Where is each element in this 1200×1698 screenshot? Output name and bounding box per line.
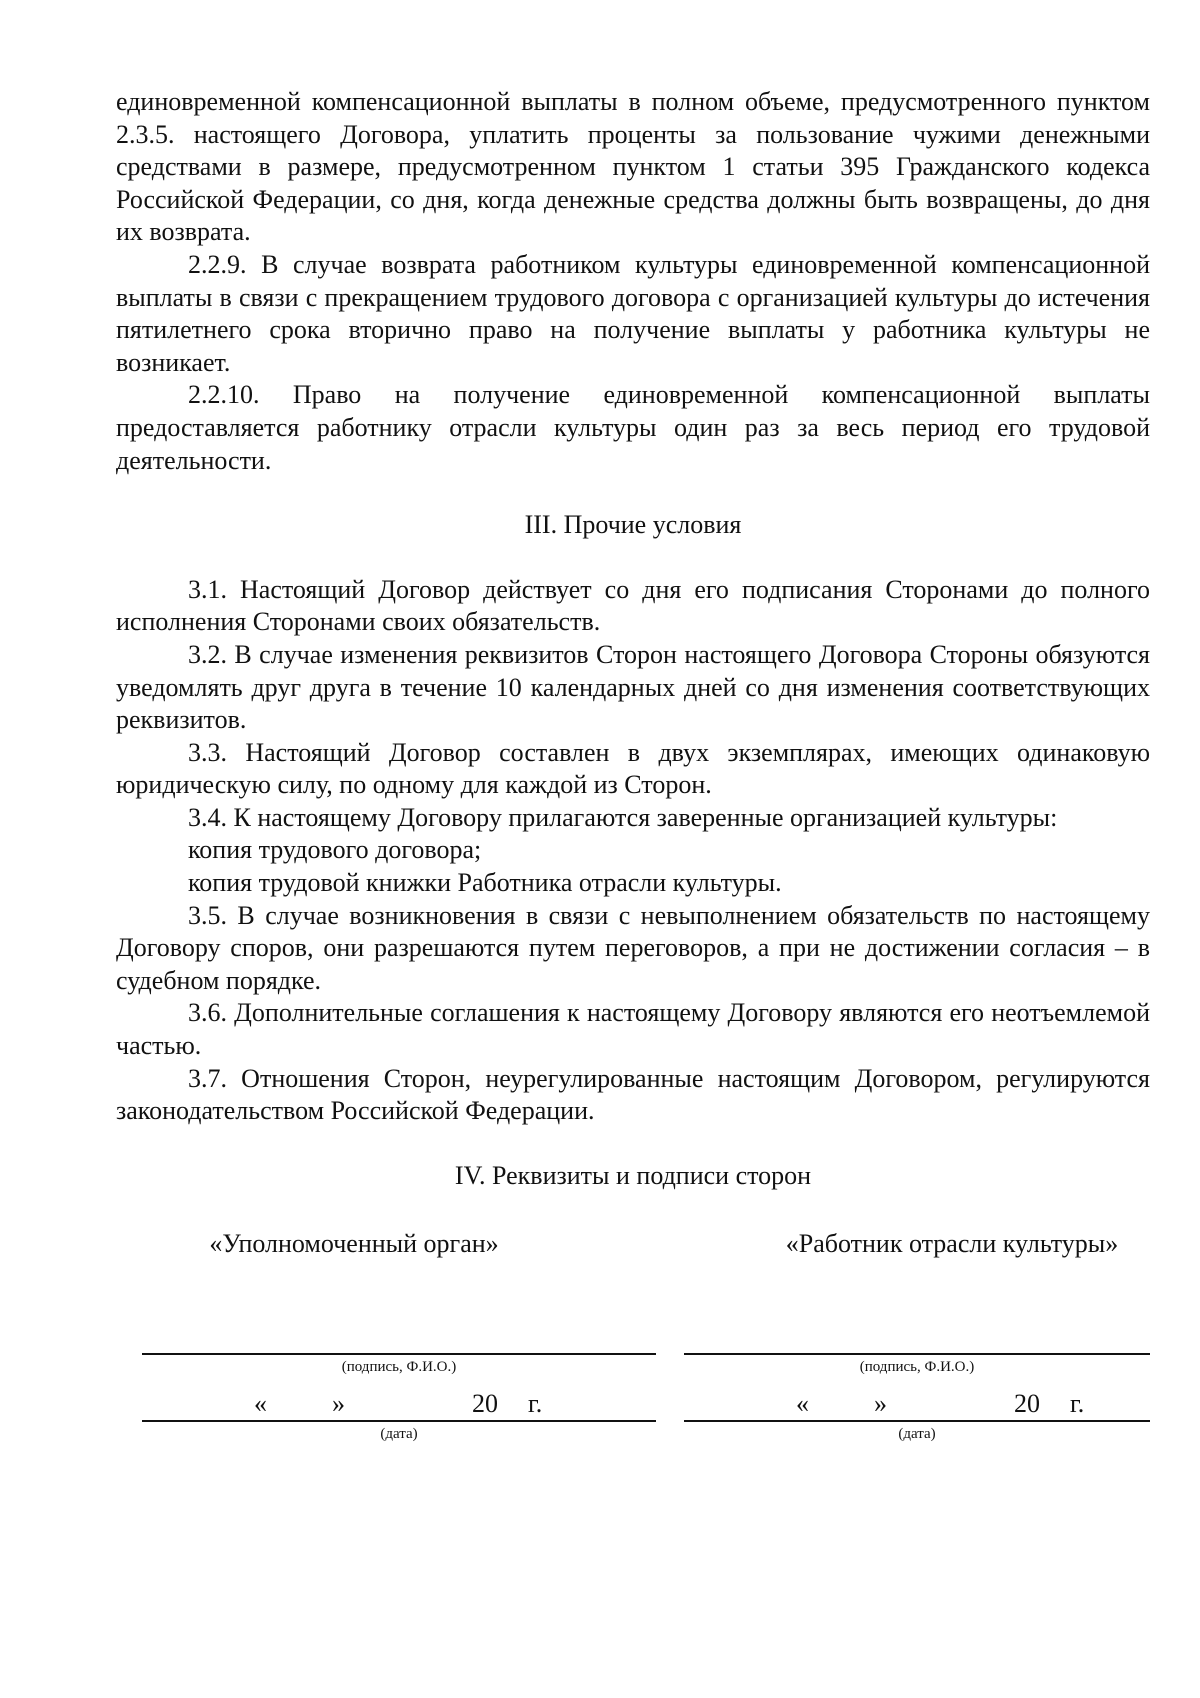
date-row-right <box>684 1388 1150 1420</box>
section-3-title: III. Прочие условия <box>524 510 742 540</box>
date-quote-open-left: « <box>254 1389 267 1418</box>
paragraph-3-4: 3.4. К настоящему Договору прилагаются заверенные организацией культуры: <box>188 802 1058 832</box>
paragraph-3-1: 3.1. Настоящий Договор действует со дня его подписания Сторонами до полного исполнения Сторонами своих обязательств. <box>116 574 1150 637</box>
date-year-right: 20 <box>1014 1389 1040 1418</box>
paragraph-3-3: 3.3. Настоящий Договор составлен в двух экземплярах, имеющих одинаковую юридическую силу, по одному для каждой из Сторон. <box>116 737 1150 800</box>
document-page <box>116 86 1150 1192</box>
date-quote-close-left: » <box>332 1389 345 1418</box>
party-title-left: «Уполномоченный орган» <box>209 1229 499 1258</box>
date-caption-right: (дата) <box>898 1426 936 1442</box>
date-quote-open-right: « <box>796 1389 809 1418</box>
paragraph-3-4-item-2: копия трудовой книжки Работника отрасли культуры. <box>188 868 782 898</box>
date-caption-left: (дата) <box>380 1426 418 1442</box>
date-line-right[interactable] <box>684 1420 1150 1422</box>
paragraph-3-5: 3.5. В случае возникновения в связи с невыполнением обязательств по настоящему Договору споров, они разрешаются путем переговоров, а при не достижении согласия – в судебном порядке. <box>116 900 1150 995</box>
paragraph-3-4-item-1: копия трудового договора; <box>188 835 482 865</box>
signature-caption-left: (подпись, Ф.И.О.) <box>341 1359 457 1375</box>
signature-caption-right: (подпись, Ф.И.О.) <box>859 1359 975 1375</box>
party-title-right: «Работник отрасли культуры» <box>785 1229 1119 1258</box>
paragraph-2-2-9: 2.2.9. В случае возврата работником культуры единовременной компенсационной выплаты в связи с прекращением трудового договора с организацией культуры до истечения пятилетнего срока вторично право на получение выплаты у работника культуры не возникает. <box>116 249 1150 377</box>
signature-line-right[interactable] <box>684 1353 1150 1355</box>
paragraph-3-7: 3.7. Отношения Сторон, неурегулированные настоящим Договором, регулируются законодательством Российской Федерации. <box>116 1063 1150 1126</box>
paragraph-continuation: единовременной компенсационной выплаты в полном объеме, предусмотренного пунктом 2.3.5. настоящего Договора, уплатить проценты за пользование чужими денежными средствами в размере, предусмотренном пунктом 1 статьи 395 Гражданского кодекса Российской Федерации, со дня, когда денежные средства должны быть возвращены, до дня их возврата. <box>116 87 1150 247</box>
paragraph-2-2-10: 2.2.10. Право на получение единовременной компенсационной выплаты предоставляется работнику отрасли культуры один раз за весь период его трудовой деятельности. <box>116 380 1150 475</box>
date-year-suffix-left: г. <box>528 1389 543 1418</box>
date-year-left: 20 <box>472 1389 498 1418</box>
date-line-left[interactable] <box>142 1420 656 1422</box>
date-quote-close-right: » <box>874 1389 887 1418</box>
date-row-left <box>142 1388 656 1420</box>
section-4-title: IV. Реквизиты и подписи сторон <box>454 1160 812 1190</box>
paragraph-3-2: 3.2. В случае изменения реквизитов Сторон настоящего Договора Стороны обязуются уведомлять друг друга в течение 10 календарных дней со дня изменения соответствующих реквизитов. <box>116 639 1150 735</box>
date-year-suffix-right: г. <box>1070 1389 1085 1418</box>
paragraph-3-6: 3.6. Дополнительные соглашения к настоящему Договору являются его неотъемлемой частью. <box>116 998 1150 1061</box>
signature-line-left[interactable] <box>142 1353 656 1355</box>
